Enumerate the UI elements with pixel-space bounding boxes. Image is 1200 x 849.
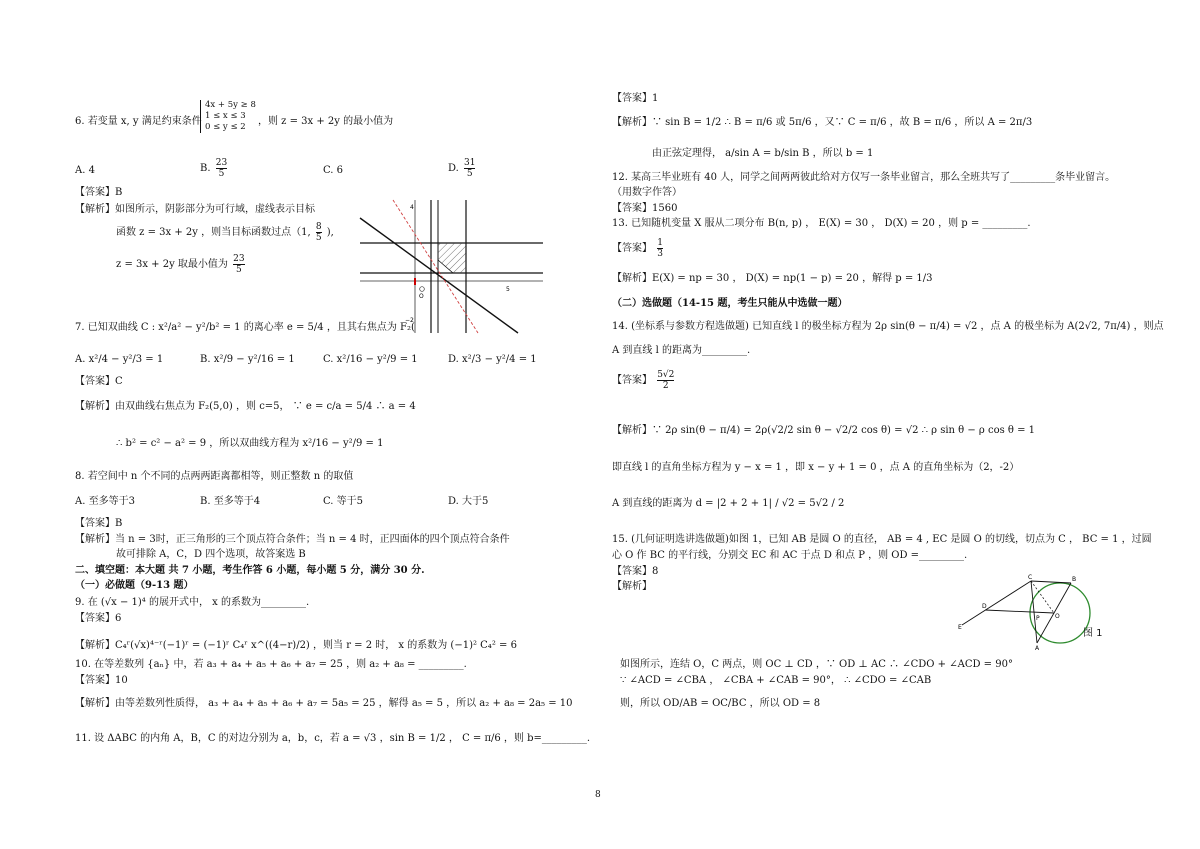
q9-stem: 9. 在 (√x − 1)⁴ 的展开式中， x 的系数为_________.	[75, 597, 310, 608]
q12-stem-2: （用数字作答）	[612, 187, 682, 198]
circle-geometry-figure	[955, 573, 1115, 653]
point-p: P	[1036, 615, 1040, 622]
q15-explanation-1: 如图所示，连结 O，C 两点，则 OC ⊥ CD ，∵ OD ⊥ AC ∴ ∠CDO + ∠ACD = 90°	[620, 659, 1013, 670]
q8-option-b: B. 至多等于4	[200, 496, 261, 507]
q11-explanation-1: 【解析】∵ sin B = 1/2 ∴ B = π/6 或 5π/6 ，又∵ C = π/6 ，故 B = π/6 ，所以 A = 2π/3	[612, 117, 1033, 128]
q6-option-a: A. 4	[75, 165, 95, 176]
page-number: 8	[595, 790, 601, 800]
q6-tail: ，则 z = 3x + 2y 的最小值为	[258, 116, 394, 127]
point-b: B	[1072, 576, 1077, 583]
q10-answer: 【答案】10	[75, 675, 128, 686]
q10-stem: 10. 在等差数列 {aₙ} 中，若 a₃ + a₄ + a₅ + a₆ + a₇ = 25 ，则 a₂ + a₈ = _________.	[75, 659, 467, 670]
q7-answer: 【答案】C	[75, 376, 123, 387]
point-c: C	[1028, 574, 1033, 581]
q6-brace: 4x + 5y ≥ 8 1 ≤ x ≤ 3 0 ≤ y ≤ 2	[200, 100, 256, 133]
q14-answer: 【答案】 $\frac{5√2}{2}$	[612, 370, 675, 391]
point-a: A	[1035, 645, 1040, 652]
point-d: D	[982, 603, 987, 610]
subsection-optional: （二）选做题（14-15 题，考生只能从中选做一题）	[612, 298, 848, 309]
q8-answer: 【答案】B	[75, 518, 123, 529]
q7-option-b: B. x²/9 − y²/16 = 1	[200, 354, 295, 365]
q6-constraints	[200, 100, 256, 133]
label-5: 5	[506, 286, 510, 293]
q11-explanation-2: 由正弦定理得， a/sin A = b/sin B ，所以 b = 1	[652, 148, 874, 159]
shaded-feasible-region	[438, 243, 466, 273]
label-origin: O	[419, 293, 424, 300]
q8-option-a: A. 至多等于3	[75, 496, 135, 507]
q8-explanation-1: 【解析】当 n = 3时，正三角形的三个顶点符合条件；当 n = 4 时，正四面体的四个顶点符合条件	[75, 534, 510, 545]
q15-explanation-3: 则，所以 OD/AB = OC/BC ，所以 OD = 8	[620, 698, 821, 709]
q7-stem: 7. 已知双曲线 C : x²/a² − y²/b² = 1 的离心率 e = 5/4 ，且其右焦点为 F₂(	[75, 322, 415, 333]
q8-option-d: D. 大于5	[448, 496, 489, 507]
q6-stem: 6. 若变量 x, y 满足约束条件	[75, 116, 202, 127]
q14-explanation-3: A 到直线的距离为 d = |2 + 2 + 1| / √2 = 5√2 / 2	[612, 498, 845, 509]
point-e: E	[958, 624, 962, 631]
q15-answer: 【答案】8	[612, 566, 659, 577]
q8-explanation-2: 故可排除 A，C，D 四个选项，故答案选 B	[116, 549, 306, 560]
q7-option-d: D. x²/3 − y²/4 = 1	[448, 354, 537, 365]
feasible-region-graph	[358, 198, 548, 338]
q14-stem-2: A 到直线 l 的距离为_________.	[612, 345, 751, 356]
q8-option-c: C. 等于5	[323, 496, 364, 507]
q10-explanation: 【解析】由等差数列性质得， a₃ + a₄ + a₅ + a₆ + a₇ = 5a₅ = 25 ，解得 a₅ = 5 ，所以 a₂ + a₈ = 2a₅ = 10	[75, 698, 573, 709]
figure-label: 图 1	[1083, 628, 1103, 639]
q6-option-b: B. $\frac{23}{5}$	[200, 158, 228, 179]
q12-stem-1: 12. 某高三毕业班有 40 人，同学之间两两彼此给对方仅写一条毕业留言，那么全班共写了_________条毕业留言。	[612, 172, 1116, 183]
segment-cb	[1031, 581, 1071, 583]
q14-stem-1: 14. (坐标系与参数方程选做题) 已知直线 l 的极坐标方程为 2ρ sin(θ − π/4) = √2 ，点 A 的极坐标为 A(2√2, 7π/4) ，则点	[612, 321, 1164, 332]
q9-explanation: 【解析】C₄ʳ(√x)⁴⁻ʳ(−1)ʳ = (−1)ʳ C₄ʳ x^((4−r)/2) ，则当 r = 2 时， x 的系数为 (−1)² C₄² = 6	[75, 640, 517, 651]
q8-stem: 8. 若空间中 n 个不同的点两两距离都相等，则正整数 n 的取值	[75, 471, 354, 482]
q14-explanation-1: 【解析】∵ 2ρ sin(θ − π/4) = 2ρ(√2/2 sin θ − √2/2 cos θ) = √2 ∴ ρ sin θ − ρ cos θ = 1	[612, 425, 1036, 436]
q14-explanation-2: 即直线 l 的直角坐标方程为 y − x = 1 ，即 x − y + 1 = 0 ，点 A 的直角坐标为（2，-2）	[612, 462, 1020, 473]
q11-answer: 【答案】1	[612, 93, 659, 104]
q7-explanation-2: ∴ b² = c² − a² = 9 ，所以双曲线方程为 x²/16 − y²/9 = 1	[116, 438, 384, 449]
q7-explanation-1: 【解析】由双曲线右焦点为 F₂(5,0) ，则 c=5， ∵ e = c/a = 5/4 ∴ a = 4	[75, 401, 416, 412]
tangent-line-ec	[962, 581, 1031, 625]
subsection-required: （一）必做题（9-13 题）	[75, 580, 194, 591]
q7-option-a: A. x²/4 − y²/3 = 1	[75, 354, 164, 365]
q7-option-c: C. x²/16 − y²/9 = 1	[323, 354, 418, 365]
constraint-line	[360, 218, 518, 333]
q6-option-d: D. $\frac{31}{5}$	[448, 158, 476, 179]
q11-stem: 11. 设 ΔABC 的内角 A，B，C 的对边分别为 a，b，c，若 a = √3 ，sin B = 1/2 ， C = π/6 ，则 b=_________.	[75, 733, 591, 744]
q15-stem-2: 心 O 作 BC 的平行线，分别交 EC 和 AC 于点 D 和点 P ，则 OD =_________.	[612, 550, 968, 561]
q13-answer: 【答案】 $\frac{1}{3}$	[612, 238, 663, 259]
q6-explanation-3: z = 3x + 2y 取最小值为 $\frac{23}{5}$	[116, 254, 245, 275]
label-4: 4	[410, 204, 414, 211]
segment-do	[985, 610, 1054, 613]
q9-answer: 【答案】6	[75, 613, 122, 624]
q13-explanation: 【解析】E(X) = np = 30 ， D(X) = np(1 − p) = 20 ，解得 p = 1/3	[612, 273, 933, 284]
section-2-heading: 二、填空题：本大题 共 7 小题，考生作答 6 小题，每小题 5 分，满分 30 分.	[75, 565, 425, 576]
q15-explanation-label: 【解析】	[612, 581, 652, 592]
q13-stem: 13. 已知随机变量 X 服从二项分布 B(n, p) ， E(X) = 30 ， D(X) = 20 ，则 p = _________.	[612, 218, 1031, 229]
origin-circle	[420, 287, 425, 292]
label-neg2: −2	[405, 317, 414, 324]
q6-explanation-2: 函数 z = 3x + 2y ，则当目标函数过点（1, $\frac{8}{5}$ ),	[116, 222, 334, 243]
q6-explanation-1: 【解析】如图所示，阴影部分为可行域，虚线表示目标	[75, 204, 315, 215]
q15-stem-1: 15. (几何证明选讲选做题)如图 1，已知 AB 是圆 O 的直径， AB = 4 , EC 是圆 O 的切线，切点为 C ， BC = 1 ，过圆	[612, 534, 1152, 545]
q6-answer: 【答案】B	[75, 187, 123, 198]
q15-explanation-2: ∵ ∠ACD = ∠CBA ， ∠CBA + ∠CAB = 90°， ∴ ∠CDO = ∠CAB	[620, 675, 932, 686]
q12-answer: 【答案】1560	[612, 203, 678, 214]
q6-option-c: C. 6	[323, 165, 344, 176]
point-o: O	[1055, 613, 1060, 620]
